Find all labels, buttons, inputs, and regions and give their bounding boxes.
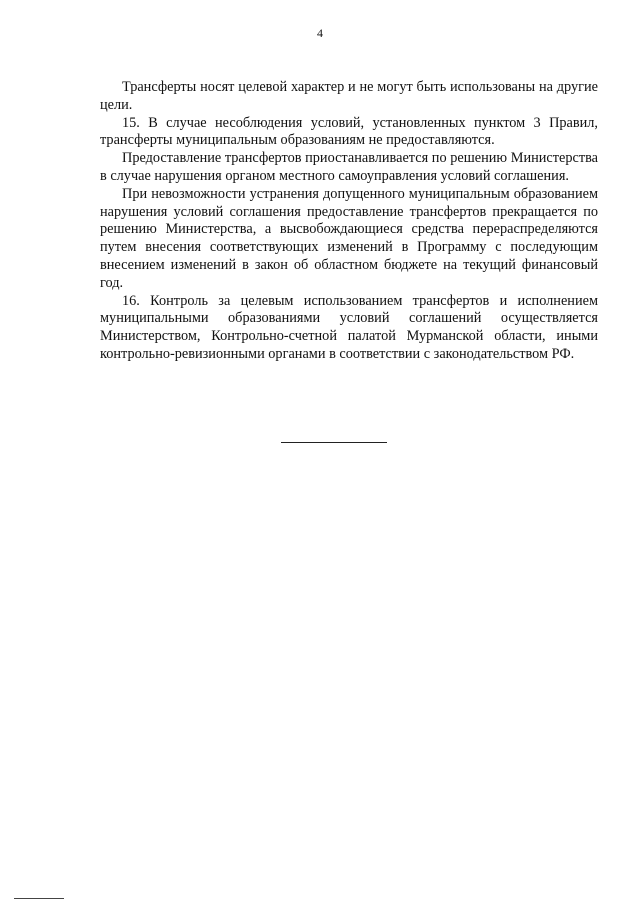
page-number: 4	[317, 26, 323, 40]
paragraph-suspension: Предоставление трансфертов приостанавливается по решению Министерства в случае нарушения органом местного самоуправления условий соглашения.	[100, 150, 598, 184]
footer-rule	[14, 898, 64, 899]
document-body	[100, 79, 598, 364]
section-divider	[281, 442, 387, 443]
paragraph-15: 15. В случае несоблюдения условий, установленных пунктом 3 Правил, трансферты муниципальным образованиям не предоставляются.	[100, 114, 598, 149]
paragraph-transfers-purpose: Трансферты носят целевой характер и не могут быть использованы на другие цели.	[100, 79, 598, 113]
paragraph-16: 16. Контроль за целевым использованием трансфертов и исполнением муниципальными образованиями условий соглашений осуществляется Министерством, Контрольно-счетной палатой Мурманской области, иными контрольно-ревизионными органами в соответствии с законодательством РФ.	[100, 292, 598, 362]
paragraph-termination: При невозможности устранения допущенного муниципальным образованием нарушения условий соглашения предоставление трансфертов прекращается по решению Министерства, а высвобождающиеся средства перераспределяются путем внесения соответствующих изменений в Программу с последующим внесением изменений в закон об областном бюджете на текущий финансовый год.	[100, 185, 598, 291]
